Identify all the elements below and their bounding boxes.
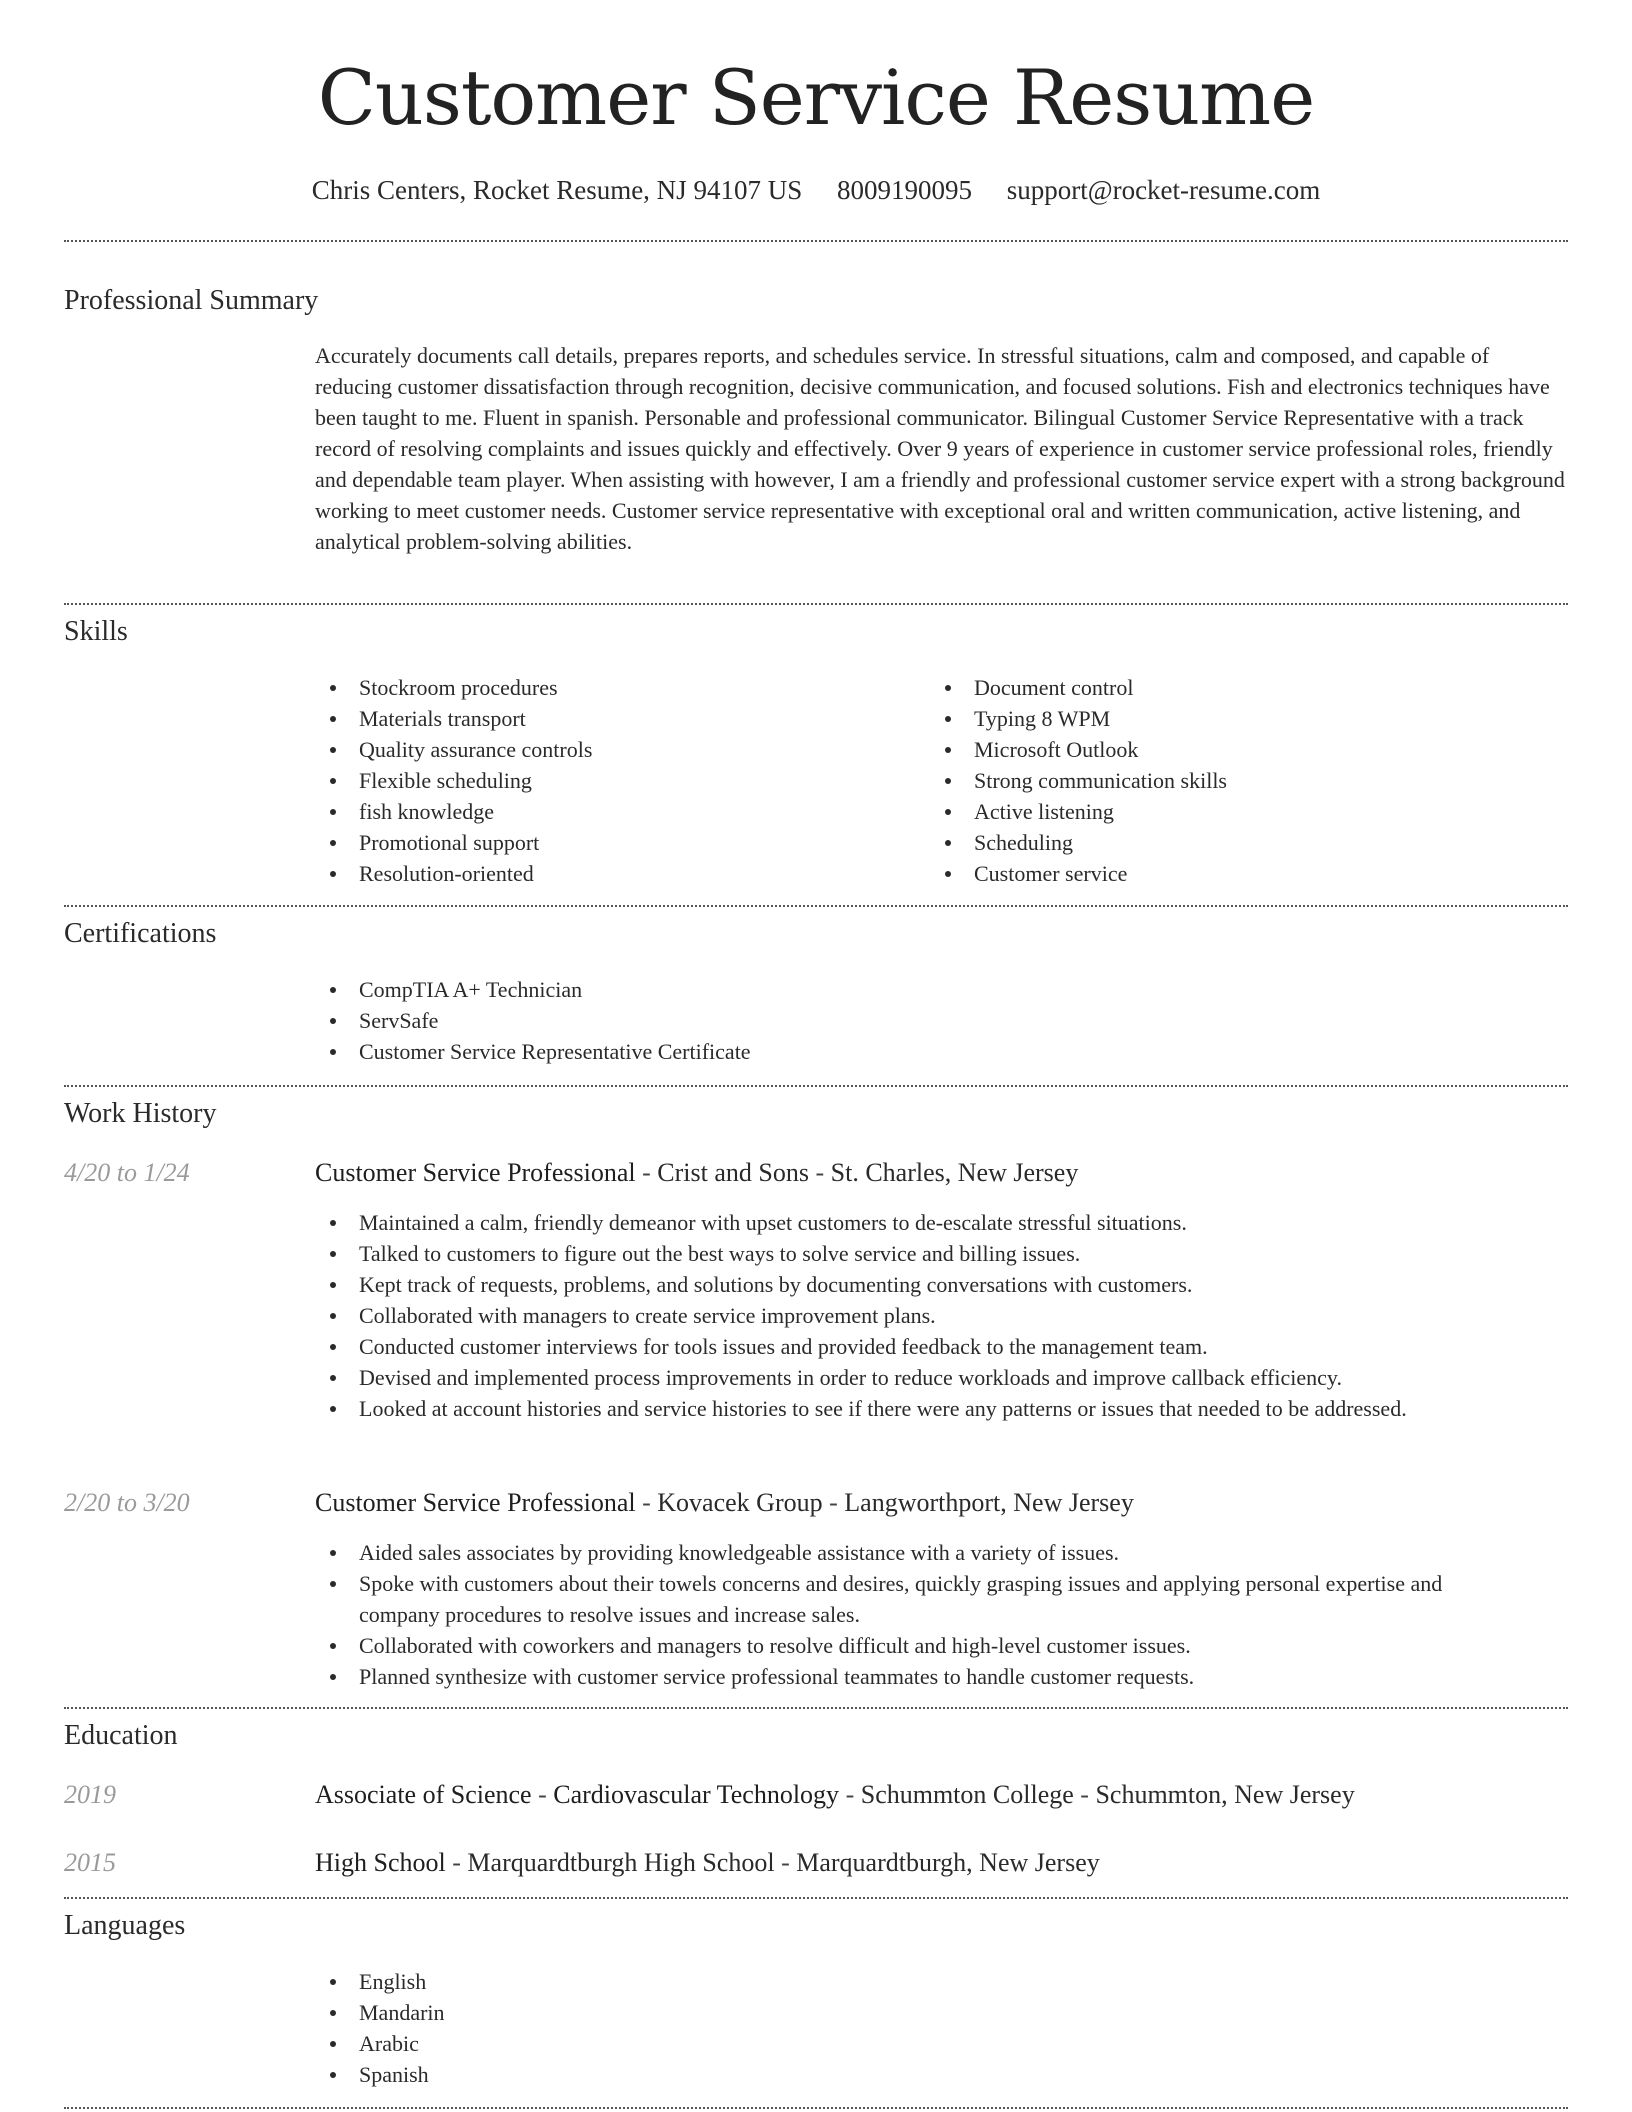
divider [64,1085,1568,1087]
job-bullets [315,1537,1495,1692]
education-school: Schummton College [860,1780,1074,1809]
skill-item: Flexible scheduling [315,765,915,796]
education-location: Marquardtburgh, New Jersey [796,1848,1100,1877]
language-item: Mandarin [315,1997,1565,2028]
job-location: Langworthport, New Jersey [844,1488,1134,1517]
certifications-list [315,974,1565,1067]
job-dates: 2/20 to 3/20 [64,1488,190,1517]
skills-list-left [315,672,915,889]
section-title-work-history: Work History [64,1098,217,1129]
skill-item: Microsoft Outlook [930,734,1560,765]
skill-item: Quality assurance controls [315,734,915,765]
skill-item: Stockroom procedures [315,672,915,703]
job-heading: Customer Service Professional - Kovacek Group - Langworthport, New Jersey [315,1488,1134,1517]
skill-item: fish knowledge [315,796,915,827]
job-bullet: Devised and implemented process improvements in order to reduce workloads and improve callback efficiency. [315,1362,1495,1393]
divider [64,240,1568,242]
contact-email: support@rocket-resume.com [1006,175,1321,205]
page-title: Customer Service Resume [317,53,1315,142]
job-company: Kovacek Group [657,1488,823,1517]
job-bullet: Looked at account histories and service histories to see if there were any patterns or issues that needed to be addressed. [315,1393,1495,1424]
skills-list-right [930,672,1560,889]
skill-item: Promotional support [315,827,915,858]
section-title-certifications: Certifications [64,918,217,949]
section-title-summary: Professional Summary [64,285,319,316]
certification-item: Customer Service Representative Certificate [315,1036,1565,1067]
education-year: 2015 [64,1848,116,1877]
divider [64,1707,1568,1709]
skill-item: Strong communication skills [930,765,1560,796]
skill-item: Active listening [930,796,1560,827]
education-heading: Associate of Science - Cardiovascular Technology - Schummton College - Schummton, New Jersey [315,1780,1355,1809]
skill-item: Materials transport [315,703,915,734]
education-degree: Associate of Science [315,1780,532,1809]
divider [64,905,1568,907]
summary-text: Accurately documents call details, prepares reports, and schedules service. In stressful situations, calm and composed, and capable of reducing customer dissatisfaction through recognition, decisive communication, and focused solutions. Fish and electronics techniques have been taught to me. Fluent in spanish. Personable and professional communicator. Bilingual Customer Service Representative with a track record of resolving complaints and issues quickly and effectively. Over 9 years of experience in customer service professional roles, friendly and dependable team player. When assisting with however, I am a friendly and professional customer service expert with a strong background working to meet customer needs. Customer service representative with exceptional oral and written communication, active listening, and analytical problem-solving abilities. [315,343,1565,554]
job-title: Customer Service Professional [315,1488,636,1517]
job-dates: 4/20 to 1/24 [64,1158,190,1187]
job-bullet: Talked to customers to figure out the best ways to solve service and billing issues. [315,1238,1495,1269]
contact-address: Chris Centers, Rocket Resume, NJ 94107 US [311,175,803,205]
divider [64,1897,1568,1899]
certification-item: CompTIA A+ Technician [315,974,1565,1005]
job-bullet: Collaborated with coworkers and managers to resolve difficult and high-level customer issues. [315,1630,1495,1661]
education-field: Cardiovascular Technology [553,1780,840,1809]
skill-item: Typing 8 WPM [930,703,1560,734]
section-title-languages: Languages [64,1910,186,1941]
skill-item: Customer service [930,858,1560,889]
education-location: Schummton, New Jersey [1095,1780,1355,1809]
job-bullet: Aided sales associates by providing knowledgeable assistance with a variety of issues. [315,1537,1495,1568]
section-title-skills: Skills [64,616,128,647]
language-item: Spanish [315,2059,1565,2090]
skill-item: Resolution-oriented [315,858,915,889]
job-title: Customer Service Professional [315,1158,636,1187]
job-bullet: Kept track of requests, problems, and solutions by documenting conversations with customers. [315,1269,1495,1300]
skill-item: Document control [930,672,1560,703]
education-heading: High School - Marquardtburgh High School - Marquardtburgh, New Jersey [315,1848,1100,1877]
contact-phone: 8009190095 [836,175,972,205]
skill-item: Scheduling [930,827,1560,858]
job-bullet: Collaborated with managers to create service improvement plans. [315,1300,1495,1331]
contact-line [64,168,1568,212]
job-heading: Customer Service Professional - Crist and Sons - St. Charles, New Jersey [315,1158,1079,1187]
education-year: 2019 [64,1780,116,1809]
job-location: St. Charles, New Jersey [830,1158,1079,1187]
language-item: English [315,1966,1565,1997]
job-bullet: Maintained a calm, friendly demeanor with upset customers to de-escalate stressful situations. [315,1207,1495,1238]
divider [64,2107,1568,2109]
section-title-education: Education [64,1720,178,1751]
job-bullet: Spoke with customers about their towels concerns and desires, quickly grasping issues and applying personal expertise and company procedures to resolve issues and increase sales. [315,1568,1495,1630]
job-bullets [315,1207,1495,1424]
education-school: Marquardtburgh High School [467,1848,775,1877]
job-company: Crist and Sons [657,1158,809,1187]
divider [64,603,1568,605]
job-bullet: Planned synthesize with customer service professional teammates to handle customer requests. [315,1661,1495,1692]
languages-list [315,1966,1565,2090]
education-degree: High School [315,1848,446,1877]
certification-item: ServSafe [315,1005,1565,1036]
language-item: Arabic [315,2028,1565,2059]
job-bullet: Conducted customer interviews for tools issues and provided feedback to the management team. [315,1331,1495,1362]
